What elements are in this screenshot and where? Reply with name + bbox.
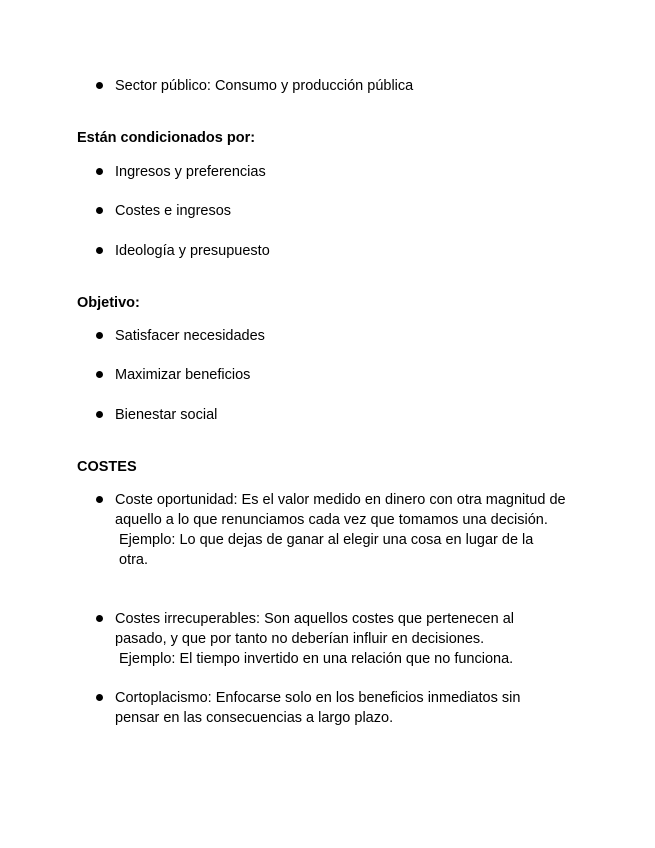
bullet-icon (96, 332, 103, 339)
bullet-icon (96, 411, 103, 418)
list-item (96, 76, 566, 96)
section-heading-costes: COSTES (77, 459, 137, 475)
list-item (96, 241, 566, 261)
bullet-icon (96, 207, 103, 214)
list-item-text: Costes irrecuperables: Son aquellos costes que pertenecen al pasado, y que por tanto no deberían influir en decisiones. (115, 611, 514, 647)
list-item-text: Bienestar social (115, 407, 218, 423)
list-item-text: Ingresos y preferencias (115, 164, 266, 180)
section-heading-objetivo: Objetivo: (77, 295, 140, 311)
list-item-text: Sector público: Consumo y producción pública (115, 78, 414, 94)
list-item-text: Coste oportunidad: Es el valor medido en dinero con otra magnitud de aquello a lo que renunciamos cada vez que tomamos una decisión. (115, 492, 566, 528)
list-item (96, 490, 566, 570)
list-item-text: Maximizar beneficios (115, 367, 251, 383)
list-item (96, 201, 566, 221)
list-item (96, 162, 566, 182)
list-item-text: Cortoplacismo: Enfocarse solo en los beneficios inmediatos sin pensar en las consecuencias a largo plazo. (115, 690, 521, 726)
list-item (96, 688, 566, 728)
section-heading-condicionados: Están condicionados por: (77, 130, 256, 146)
list-item (96, 405, 566, 425)
bullet-icon (96, 694, 103, 701)
bullet-icon (96, 82, 103, 89)
bullet-icon (96, 615, 103, 622)
list-item-text: Costes e ingresos (115, 203, 232, 219)
bullet-icon (96, 496, 103, 503)
list-item-example: Ejemplo: El tiempo invertido en una relación que no funciona. (119, 651, 514, 667)
bullet-icon (96, 371, 103, 378)
list-item-text: Satisfacer necesidades (115, 328, 265, 344)
list-item (96, 609, 566, 669)
list-item (96, 365, 566, 385)
bullet-icon (96, 247, 103, 254)
list-item (96, 326, 566, 346)
list-item-example: Ejemplo: Lo que dejas de ganar al elegir una cosa en lugar de la otra. (119, 532, 534, 568)
bullet-icon (96, 168, 103, 175)
list-item-text: Ideología y presupuesto (115, 243, 270, 259)
